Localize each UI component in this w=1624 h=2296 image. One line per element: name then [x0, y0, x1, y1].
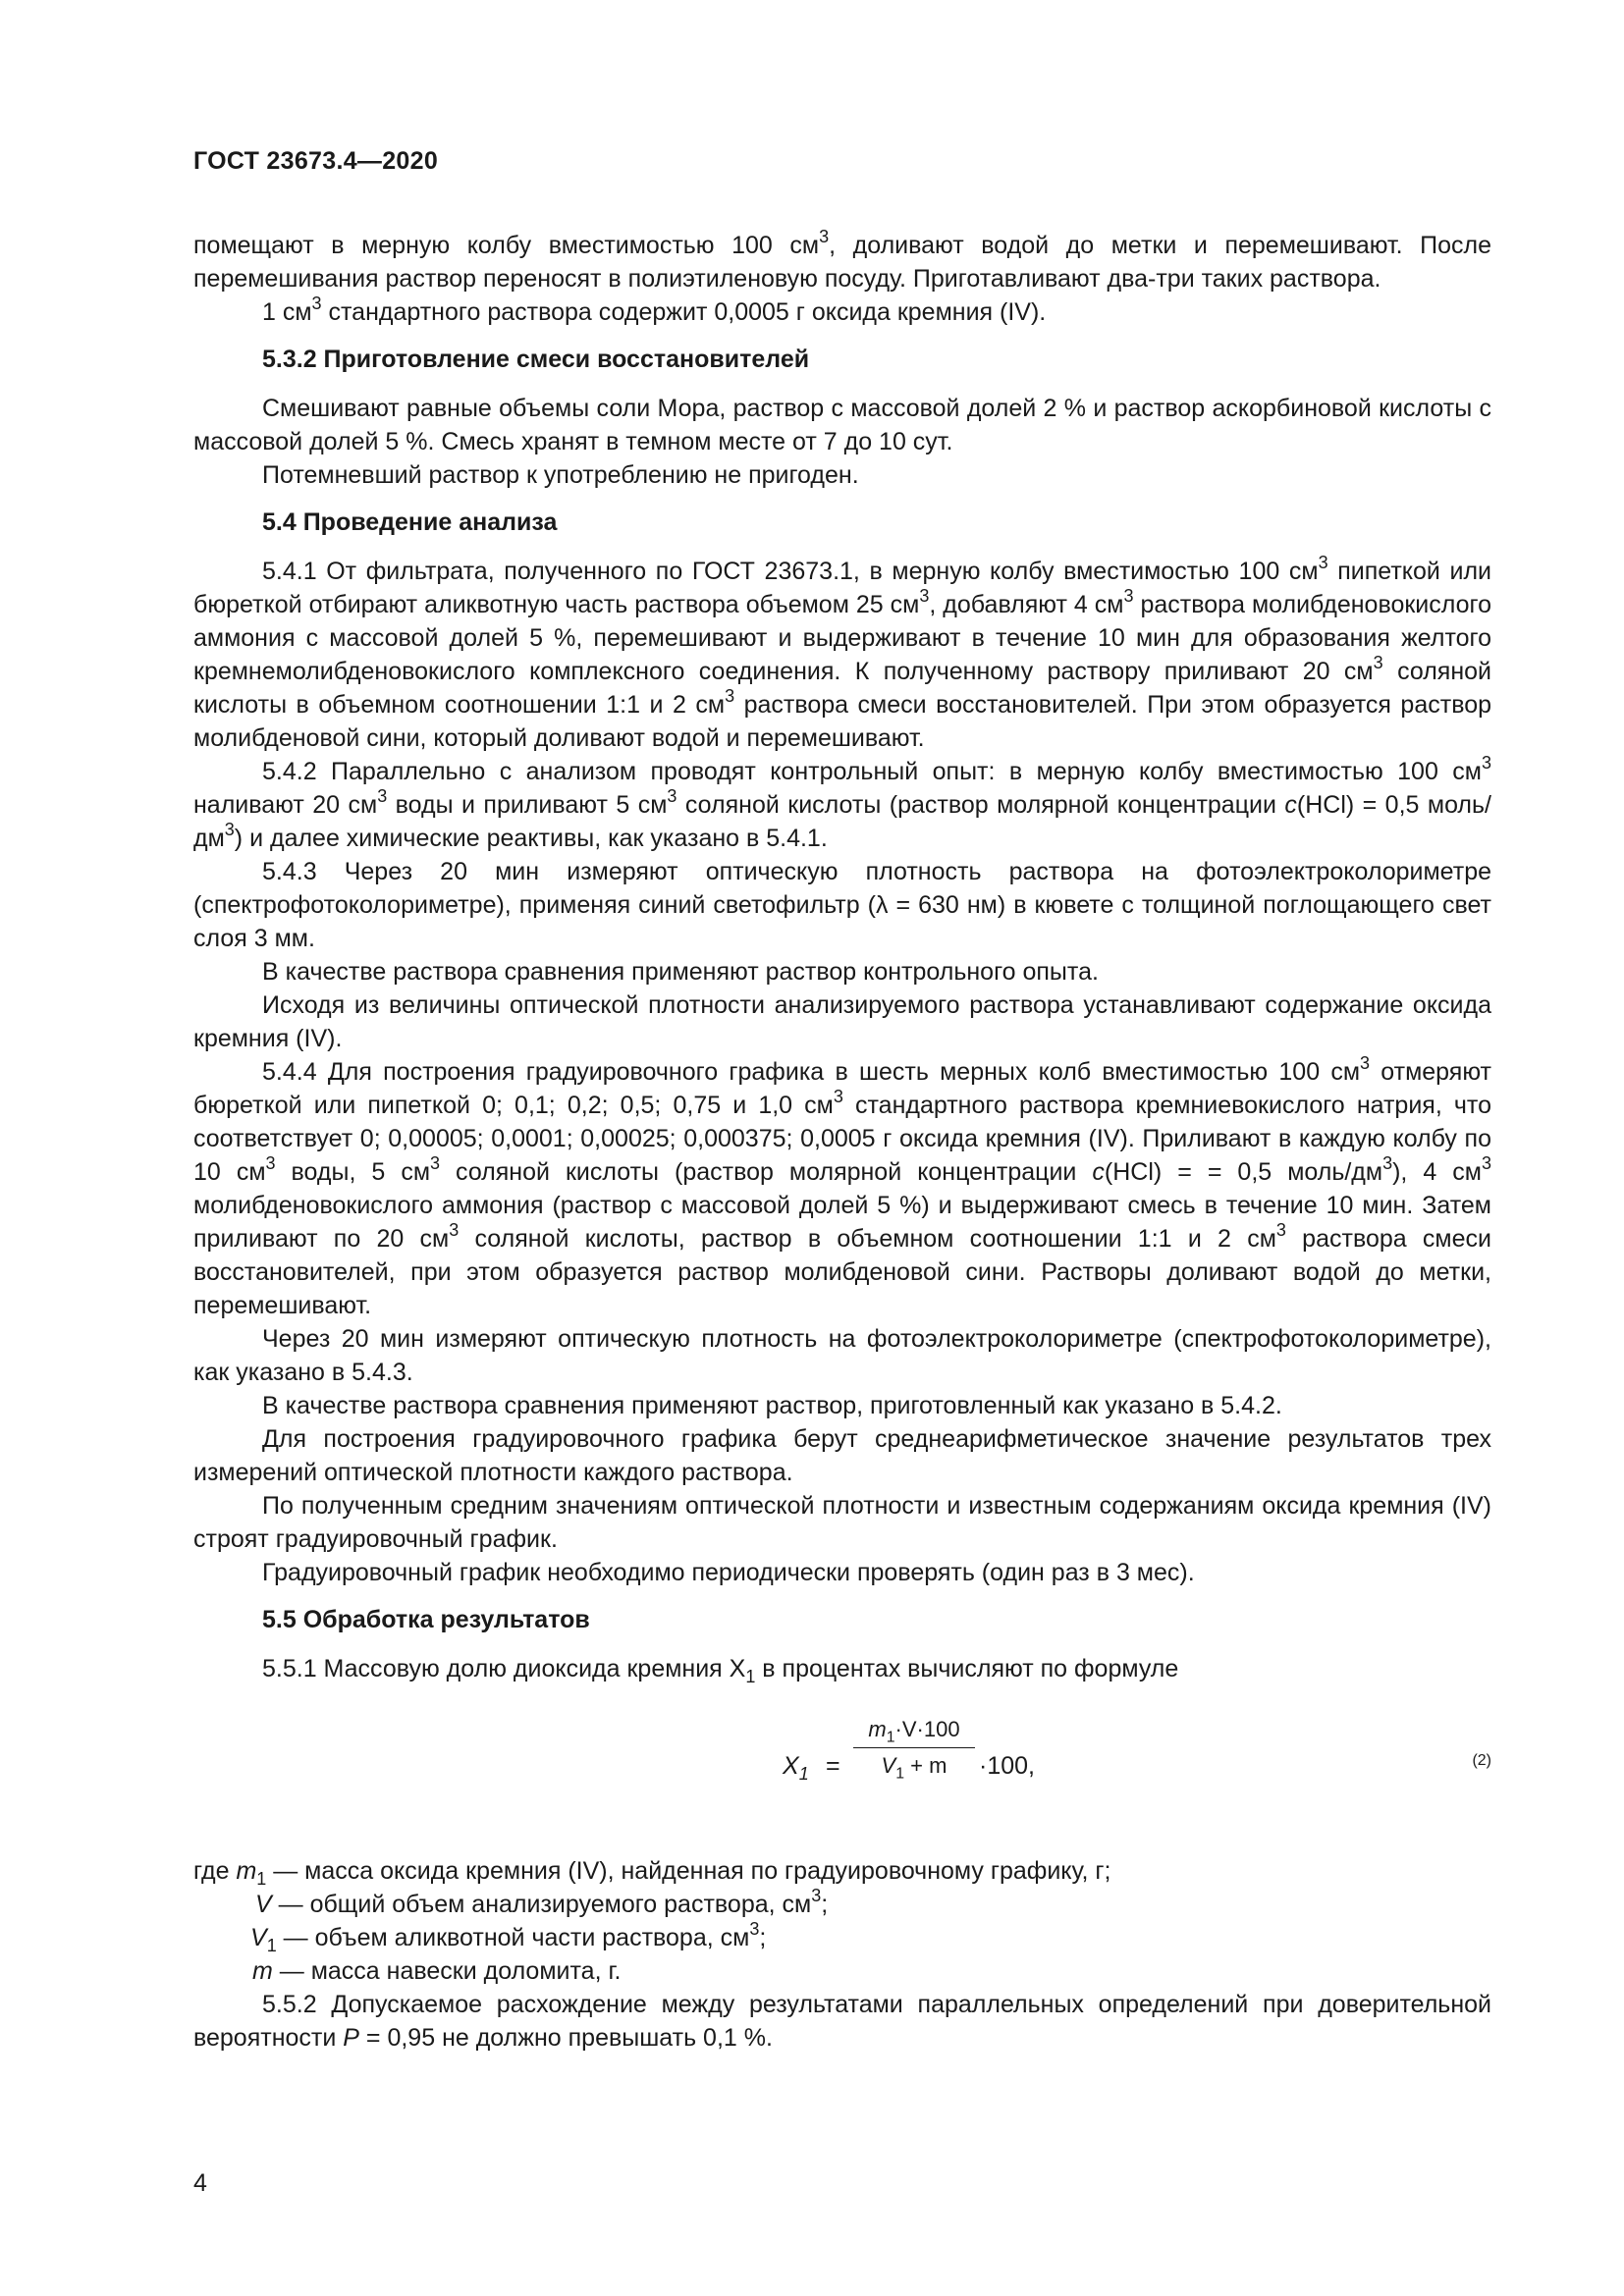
equation-number: (2): [1472, 1752, 1491, 1769]
formula-numerator: $m_1\cdot V\cdot 100$: [868, 1717, 960, 1746]
formula-legend: [193, 1854, 1491, 1988]
legend-m1: где $m_1$ — масса оксида кремния (IV), найденная по градуировочному графику, г;: [193, 1857, 1111, 1889]
document-header: ГОСТ 23673.4—2020: [193, 147, 439, 175]
section-heading-5-4: 5.4 Проведение анализа: [262, 508, 558, 536]
paragraph-5-4-1: 5.4.1 От фильтрата, полученного по ГОСТ 23673.1, в мерную колбу вместимостью 100 $см^3$ пипеткой или бюреткой отбирают аликвотную часть раствора объемом 25 $см^3$, добавляют 4 $см^3$ раствора молибденовокислого аммония с массовой долей 5 %, перемешивают и выдерживают в течение 10 мин для образования желтого кремнемолибденовокислого комплексного соединения. К полученному раствору приливают 20 $см^3$ соляной кислоты в объемном соотношении 1:1 и 2 $см^3$ раствора смеси восстановителей. При этом образуется раствор молибденовой сини, который доливают водой и перемешивают.: [193, 552, 1492, 752]
formula-denominator: $V_1 + m$: [881, 1753, 947, 1783]
formula-equals: =: [826, 1752, 840, 1780]
paragraph-darkened-solution: Потемневший раствор к употреблению не пригоден.: [262, 461, 859, 489]
paragraph-reference-solution: В качестве раствора сравнения применяют раствор контрольного опыта.: [262, 958, 1099, 986]
formula-tail: ·100,: [979, 1752, 1035, 1780]
paragraph-5-5-2: 5.5.2 Допускаемое расхождение между результатами параллельных определений при доверительной вероятности P = 0,95 не должно превышать 0,1 %.: [193, 1991, 1491, 2052]
formula-lhs: $X_1$: [783, 1752, 809, 1784]
paragraph-comparison-solution: В качестве раствора сравнения применяют раствор, приготовленный как указано в 5.4.2.: [262, 1392, 1282, 1419]
paragraph-check-graph: Градуировочный график необходимо периодически проверять (один раз в 3 мес).: [262, 1559, 1195, 1586]
fraction-bar: [853, 1747, 975, 1748]
paragraph-content-determination: Исходя из величины оптической плотности анализируемого раствора устанавливают содержание оксида кремния (IV).: [193, 991, 1491, 1052]
paragraph-average-value: Для построения градуировочного графика берут среднеарифметическое значение результатов трех измерений оптической плотности каждого раствора.: [193, 1425, 1491, 1486]
paragraph-standard-solution: 1 $см^3$ стандартного раствора содержит 0,0005 г оксида кремния (IV).: [262, 293, 1047, 326]
paragraph-5-4-4: 5.4.4 Для построения градуировочного графика в шесть мерных колб вместимостью 100 $см^3$ отмеряют бюреткой или пипеткой 0; 0,1; 0,2; 0,5; 0,75 и 1,0 $см^3$ стандартного раствора кремниевокислого натрия, что соответствует 0; 0,00005; 0,0001; 0,00025; 0,000375; 0,0005 г оксида кремния (IV). Приливают в каждую колбу по 10 $см^3$ воды, 5 $см^3$ соляной кислоты (раствор молярной концентрации c(HCl) = = 0,5 моль/$дм^3$), 4 $см^3$ молибденовокислого аммония (раствор с массовой долей 5 %) и выдерживают смесь в течение 10 мин. Затем приливают по 20 $см^3$ соляной кислоты, раствор в объемном соотношении 1:1 и 2 $см^3$ раствора смеси восстановителей, при этом образуется раствор молибденовой сини. Растворы доливают водой до метки, перемешивают.: [193, 1052, 1491, 1319]
section-heading-5-5: 5.5 Обработка результатов: [262, 1606, 590, 1633]
legend-m: m — масса навески доломита, г.: [252, 1957, 622, 1985]
legend-v1: $V_1$ — объем аликвотной части раствора, $см^3$;: [250, 1918, 767, 1955]
formula-block: [193, 1711, 1491, 1833]
legend-v: V — общий объем анализируемого раствора, $см^3$;: [255, 1885, 829, 1918]
paragraph-5-4-2: 5.4.2 Параллельно с анализом проводят контрольный опыт: в мерную колбу вместимостью 100 $см^3$ наливают 20 $см^3$ воды и приливают 5 $см^3$ соляной кислоты (раствор молярной концентрации c(HCl) = 0,5 моль/$дм^3$) и далее химические реактивы, как указано в 5.4.1.: [193, 752, 1491, 852]
page-number: 4: [193, 2169, 207, 2197]
paragraph-5-4-3: 5.4.3 Через 20 мин измеряют оптическую плотность раствора на фотоэлектроколориметре (спектрофотоколориметре), применяя синий светофильтр (λ = 630 нм) в кювете с толщиной поглощающего свет слоя 3 мм.: [193, 858, 1491, 952]
page-body: [193, 147, 1491, 2055]
formula-fraction: [853, 1715, 975, 1781]
paragraph-intro: помещают в мерную колбу вместимостью 100 $см^3$, доливают водой до метки и перемешивают. После перемешивания раствор переносят в полиэтиленовую посуду. Приготавливают два-три таких раствора.: [193, 226, 1491, 293]
paragraph-5-5-1: 5.5.1 Массовую долю диоксида кремния $X_1$ в процентах вычисляют по формуле: [262, 1655, 1179, 1686]
paragraph-reducers-mix: Смешивают равные объемы соли Мора, раствор с массовой долей 2 % и раствор аскорбиновой кислоты с массовой долей 5 %. Смесь хранят в темном месте от 7 до 10 сут.: [193, 395, 1491, 455]
paragraph-build-graph: По полученным средним значениям оптической плотности и известным содержаниям оксида кремния (IV) строят градуировочный график.: [193, 1492, 1491, 1553]
section-heading-5-3-2: 5.3.2 Приготовление смеси восстановителей: [262, 346, 810, 373]
paragraph-measure-after-20-min: Через 20 мин измеряют оптическую плотность на фотоэлектроколориметре (спектрофотоколориметре), как указано в 5.4.3.: [193, 1325, 1491, 1386]
